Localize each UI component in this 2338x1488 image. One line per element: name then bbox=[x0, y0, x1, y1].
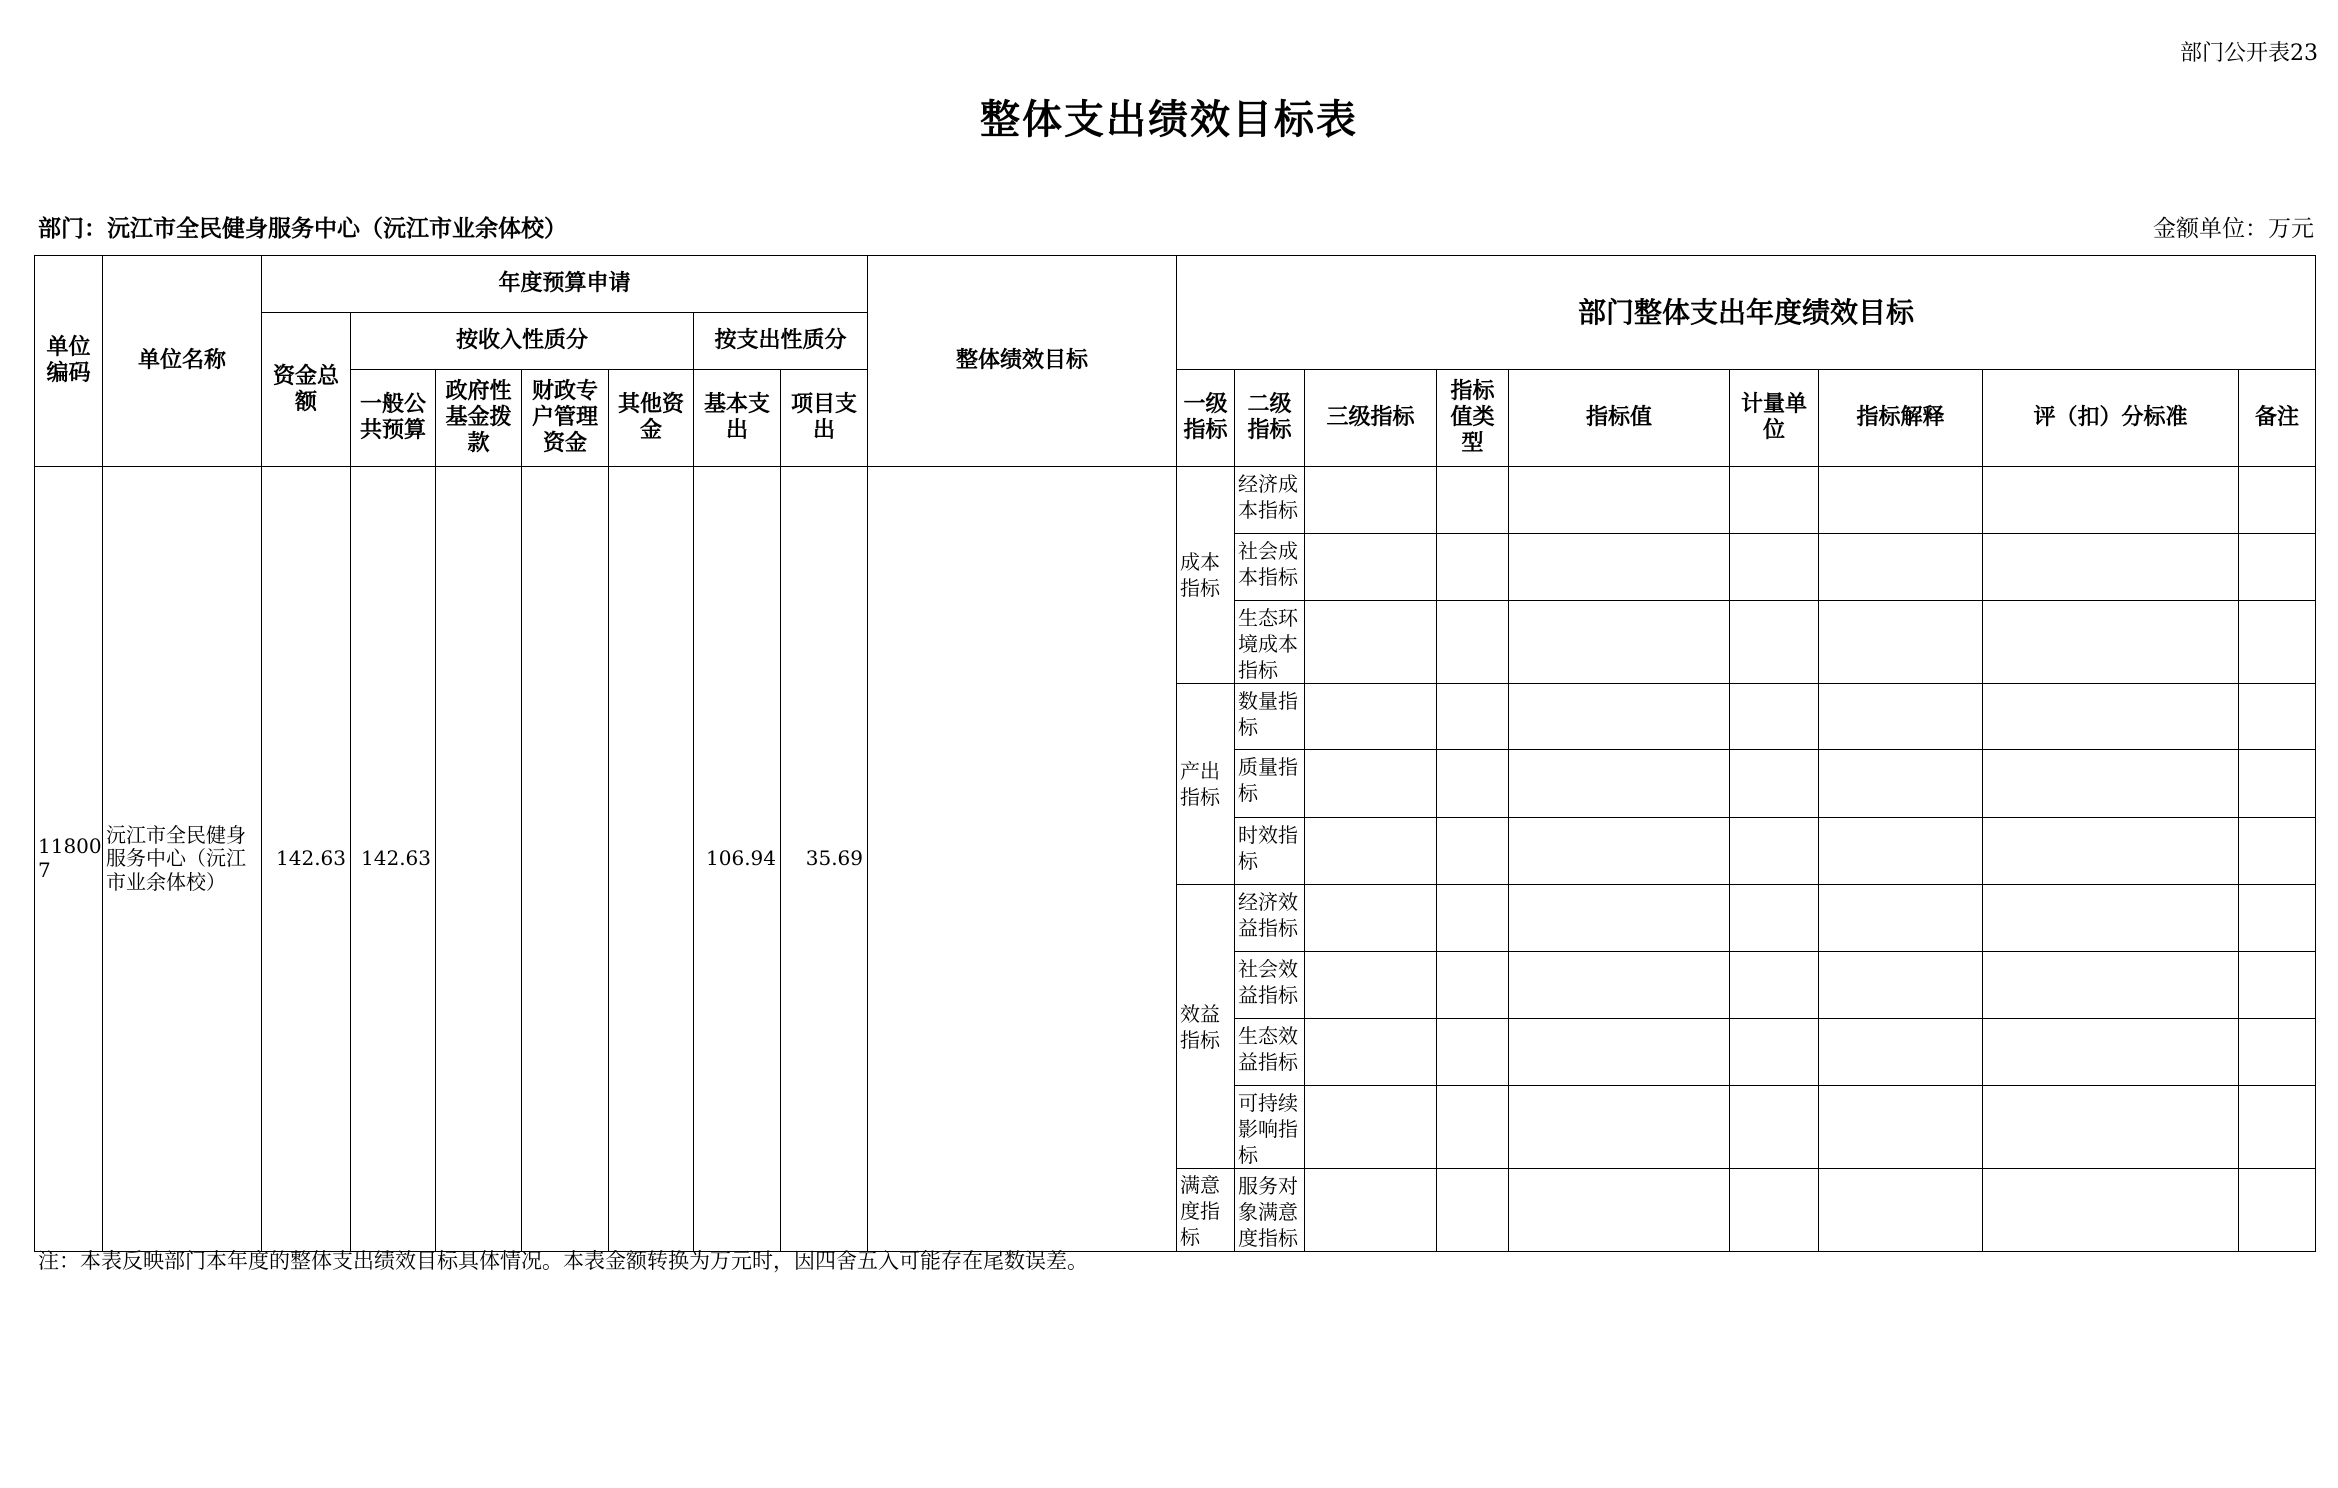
level2-indicator: 社会成本指标 bbox=[1235, 534, 1305, 601]
other-funds-cell bbox=[609, 467, 694, 1252]
measure-unit-cell bbox=[1730, 601, 1819, 684]
explanation-cell bbox=[1819, 1019, 1983, 1086]
remark-cell bbox=[2239, 601, 2316, 684]
value-type-cell bbox=[1437, 952, 1509, 1019]
header-level1: 一级指标 bbox=[1177, 370, 1235, 467]
header-scoring: 评（扣）分标准 bbox=[1983, 370, 2239, 467]
performance-goal-table bbox=[34, 255, 2316, 1252]
value-cell bbox=[1509, 1019, 1730, 1086]
value-cell bbox=[1509, 952, 1730, 1019]
header-total-funds: 资金总额 bbox=[262, 313, 351, 467]
measure-unit-cell bbox=[1730, 750, 1819, 818]
level3-cell bbox=[1305, 601, 1437, 684]
general-budget-cell: 142.63 bbox=[351, 467, 436, 1252]
header-level2: 二级指标 bbox=[1235, 370, 1305, 467]
level3-cell bbox=[1305, 1019, 1437, 1086]
level2-indicator: 经济成本指标 bbox=[1235, 467, 1305, 534]
level3-cell bbox=[1305, 750, 1437, 818]
header-remark: 备注 bbox=[2239, 370, 2316, 467]
measure-unit-cell bbox=[1730, 1169, 1819, 1252]
value-cell bbox=[1509, 750, 1730, 818]
special-account-cell bbox=[522, 467, 609, 1252]
scoring-cell bbox=[1983, 467, 2239, 534]
explanation-cell bbox=[1819, 601, 1983, 684]
value-type-cell bbox=[1437, 1086, 1509, 1169]
header-measure-unit: 计量单位 bbox=[1730, 370, 1819, 467]
amount-unit-label: 金额单位：万元 bbox=[2153, 216, 2314, 242]
header-dept-goal: 部门整体支出年度绩效目标 bbox=[1177, 256, 2316, 370]
level1-indicator: 效益指标 bbox=[1177, 885, 1235, 1169]
header-special-account: 财政专户管理资金 bbox=[522, 370, 609, 467]
level1-indicator: 成本指标 bbox=[1177, 467, 1235, 684]
remark-cell bbox=[2239, 885, 2316, 952]
measure-unit-cell bbox=[1730, 885, 1819, 952]
value-cell bbox=[1509, 534, 1730, 601]
header-other-funds: 其他资金 bbox=[609, 370, 694, 467]
value-type-cell bbox=[1437, 534, 1509, 601]
total-funds-cell: 142.63 bbox=[262, 467, 351, 1252]
header-basic-expense: 基本支出 bbox=[694, 370, 781, 467]
footnote: 注：本表反映部门本年度的整体支出绩效目标具体情况。本表金额转换为万元时，因四舍五入可能存在尾数误差。 bbox=[38, 1249, 1088, 1273]
form-code: 部门公开表23 bbox=[2180, 41, 2318, 66]
explanation-cell bbox=[1819, 885, 1983, 952]
unit-name-cell: 沅江市全民健身服务中心（沅江市业余体校） bbox=[103, 467, 262, 1252]
header-level3: 三级指标 bbox=[1305, 370, 1437, 467]
header-annual-budget: 年度预算申请 bbox=[262, 256, 868, 313]
measure-unit-cell bbox=[1730, 684, 1819, 750]
remark-cell bbox=[2239, 534, 2316, 601]
project-expense-cell: 35.69 bbox=[781, 467, 868, 1252]
header-gov-fund: 政府性基金拨款 bbox=[436, 370, 522, 467]
remark-cell bbox=[2239, 684, 2316, 750]
measure-unit-cell bbox=[1730, 467, 1819, 534]
level3-cell bbox=[1305, 467, 1437, 534]
header-value: 指标值 bbox=[1509, 370, 1730, 467]
value-type-cell bbox=[1437, 818, 1509, 885]
value-type-cell bbox=[1437, 601, 1509, 684]
level3-cell bbox=[1305, 1169, 1437, 1252]
scoring-cell bbox=[1983, 601, 2239, 684]
header-by-income: 按收入性质分 bbox=[351, 313, 694, 370]
value-cell bbox=[1509, 601, 1730, 684]
header-unit-name: 单位名称 bbox=[103, 256, 262, 467]
value-cell bbox=[1509, 885, 1730, 952]
remark-cell bbox=[2239, 1169, 2316, 1252]
explanation-cell bbox=[1819, 534, 1983, 601]
measure-unit-cell bbox=[1730, 1086, 1819, 1169]
level2-indicator: 生态环境成本指标 bbox=[1235, 601, 1305, 684]
explanation-cell bbox=[1819, 818, 1983, 885]
explanation-cell bbox=[1819, 467, 1983, 534]
measure-unit-cell bbox=[1730, 1019, 1819, 1086]
level2-indicator: 经济效益指标 bbox=[1235, 885, 1305, 952]
scoring-cell bbox=[1983, 534, 2239, 601]
remark-cell bbox=[2239, 1019, 2316, 1086]
value-type-cell bbox=[1437, 467, 1509, 534]
level2-indicator: 服务对象满意度指标 bbox=[1235, 1169, 1305, 1252]
indicator-row bbox=[35, 467, 2316, 534]
remark-cell bbox=[2239, 1086, 2316, 1169]
measure-unit-cell bbox=[1730, 818, 1819, 885]
value-type-cell bbox=[1437, 684, 1509, 750]
remark-cell bbox=[2239, 467, 2316, 534]
level3-cell bbox=[1305, 684, 1437, 750]
level1-indicator: 产出指标 bbox=[1177, 684, 1235, 885]
level1-indicator: 满意度指标 bbox=[1177, 1169, 1235, 1252]
page-title: 整体支出绩效目标表 bbox=[980, 97, 1358, 143]
value-cell bbox=[1509, 818, 1730, 885]
gov-fund-cell bbox=[436, 467, 522, 1252]
header-project-expense: 项目支出 bbox=[781, 370, 868, 467]
value-type-cell bbox=[1437, 1169, 1509, 1252]
scoring-cell bbox=[1983, 885, 2239, 952]
remark-cell bbox=[2239, 952, 2316, 1019]
level2-indicator: 社会效益指标 bbox=[1235, 952, 1305, 1019]
unit-code-cell: 118007 bbox=[35, 467, 103, 1252]
level2-indicator: 可持续影响指标 bbox=[1235, 1086, 1305, 1169]
header-by-expense: 按支出性质分 bbox=[694, 313, 868, 370]
department-label: 部门：沅江市全民健身服务中心（沅江市业余体校） bbox=[38, 216, 567, 242]
scoring-cell bbox=[1983, 952, 2239, 1019]
explanation-cell bbox=[1819, 1169, 1983, 1252]
header-unit-code: 单位编码 bbox=[35, 256, 103, 467]
remark-cell bbox=[2239, 818, 2316, 885]
remark-cell bbox=[2239, 750, 2316, 818]
value-cell bbox=[1509, 684, 1730, 750]
level3-cell bbox=[1305, 952, 1437, 1019]
value-type-cell bbox=[1437, 750, 1509, 818]
measure-unit-cell bbox=[1730, 534, 1819, 601]
explanation-cell bbox=[1819, 1086, 1983, 1169]
explanation-cell bbox=[1819, 750, 1983, 818]
basic-expense-cell: 106.94 bbox=[694, 467, 781, 1252]
level2-indicator: 质量指标 bbox=[1235, 750, 1305, 818]
scoring-cell bbox=[1983, 1019, 2239, 1086]
level3-cell bbox=[1305, 534, 1437, 601]
level2-indicator: 生态效益指标 bbox=[1235, 1019, 1305, 1086]
overall-goal-cell bbox=[868, 467, 1177, 1252]
scoring-cell bbox=[1983, 750, 2239, 818]
scoring-cell bbox=[1983, 818, 2239, 885]
header-general-budget: 一般公共预算 bbox=[351, 370, 436, 467]
level3-cell bbox=[1305, 1086, 1437, 1169]
level2-indicator: 数量指标 bbox=[1235, 684, 1305, 750]
scoring-cell bbox=[1983, 1086, 2239, 1169]
value-cell bbox=[1509, 1169, 1730, 1252]
value-type-cell bbox=[1437, 885, 1509, 952]
explanation-cell bbox=[1819, 952, 1983, 1019]
value-cell bbox=[1509, 1086, 1730, 1169]
level3-cell bbox=[1305, 885, 1437, 952]
header-overall-goal: 整体绩效目标 bbox=[868, 256, 1177, 467]
explanation-cell bbox=[1819, 684, 1983, 750]
header-explanation: 指标解释 bbox=[1819, 370, 1983, 467]
scoring-cell bbox=[1983, 1169, 2239, 1252]
header-value-type: 指标值类型 bbox=[1437, 370, 1509, 467]
value-cell bbox=[1509, 467, 1730, 534]
level2-indicator: 时效指标 bbox=[1235, 818, 1305, 885]
measure-unit-cell bbox=[1730, 952, 1819, 1019]
value-type-cell bbox=[1437, 1019, 1509, 1086]
level3-cell bbox=[1305, 818, 1437, 885]
scoring-cell bbox=[1983, 684, 2239, 750]
